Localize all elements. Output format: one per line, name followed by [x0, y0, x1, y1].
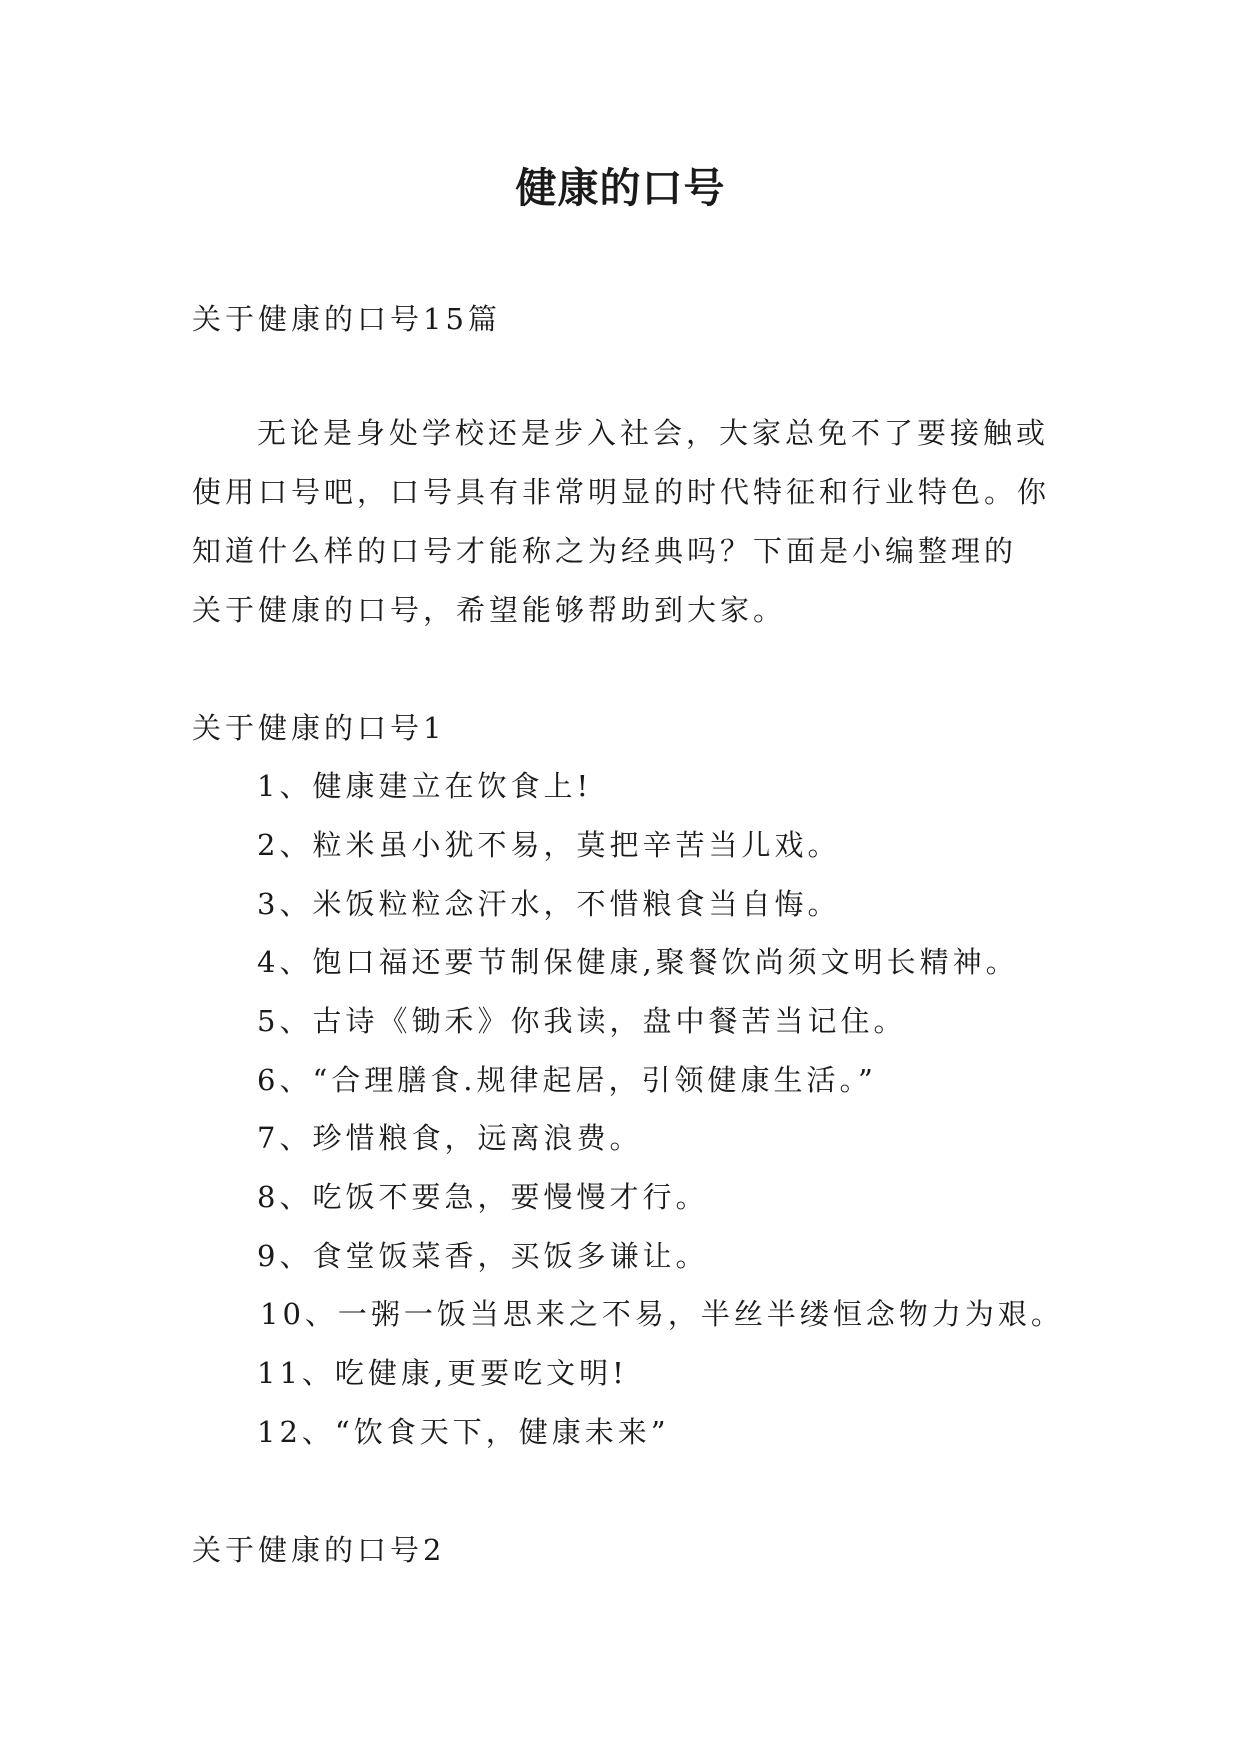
slogan-item: 7、珍惜粮食，远离浪费。	[257, 1121, 643, 1155]
slogan-item: 9、食堂饭菜香，买饭多谦让。	[257, 1239, 709, 1273]
slogan-item: 2、粒米虽小犹不易，莫把辛苦当儿戏。	[257, 828, 841, 862]
subtitle: 关于健康的口号15篇	[192, 302, 501, 336]
slogan-item: 12、“饮食天下，健康未来”	[257, 1415, 670, 1449]
slogan-item: 3、米饭粒粒念汗水，不惜粮食当自悔。	[257, 887, 841, 921]
intro-line-2: 使用口号吧，口号具有非常明显的时代特征和行业特色。你	[192, 475, 1051, 509]
slogan-item: 4、饱口福还要节制保健康,聚餐饮尚须文明长精神。	[257, 945, 1019, 979]
intro-line-1: 无论是身处学校还是步入社会，大家总免不了要接触或	[257, 416, 1050, 450]
section-heading-2: 关于健康的口号2	[192, 1533, 446, 1567]
section-heading-1: 关于健康的口号1	[192, 711, 446, 745]
slogan-item: 1、健康建立在饮食上!	[257, 769, 593, 803]
intro-line-3: 知道什么样的口号才能称之为经典吗？下面是小编整理的	[192, 534, 1018, 568]
page-title: 健康的口号	[515, 164, 726, 212]
slogan-item: 11、吃健康,更要吃文明!	[257, 1356, 628, 1390]
intro-line-4: 关于健康的口号，希望能够帮助到大家。	[192, 593, 787, 627]
slogan-item: 6、“合理膳食.规律起居，引领健康生活。”	[257, 1063, 877, 1097]
slogan-item: 5、古诗《锄禾》你我读，盘中餐苦当记住。	[257, 1004, 907, 1038]
slogan-item: 10、一粥一饭当思来之不易，半丝半缕恒念物力为艰。	[260, 1297, 1064, 1331]
slogan-item: 8、吃饭不要急，要慢慢才行。	[257, 1180, 709, 1214]
